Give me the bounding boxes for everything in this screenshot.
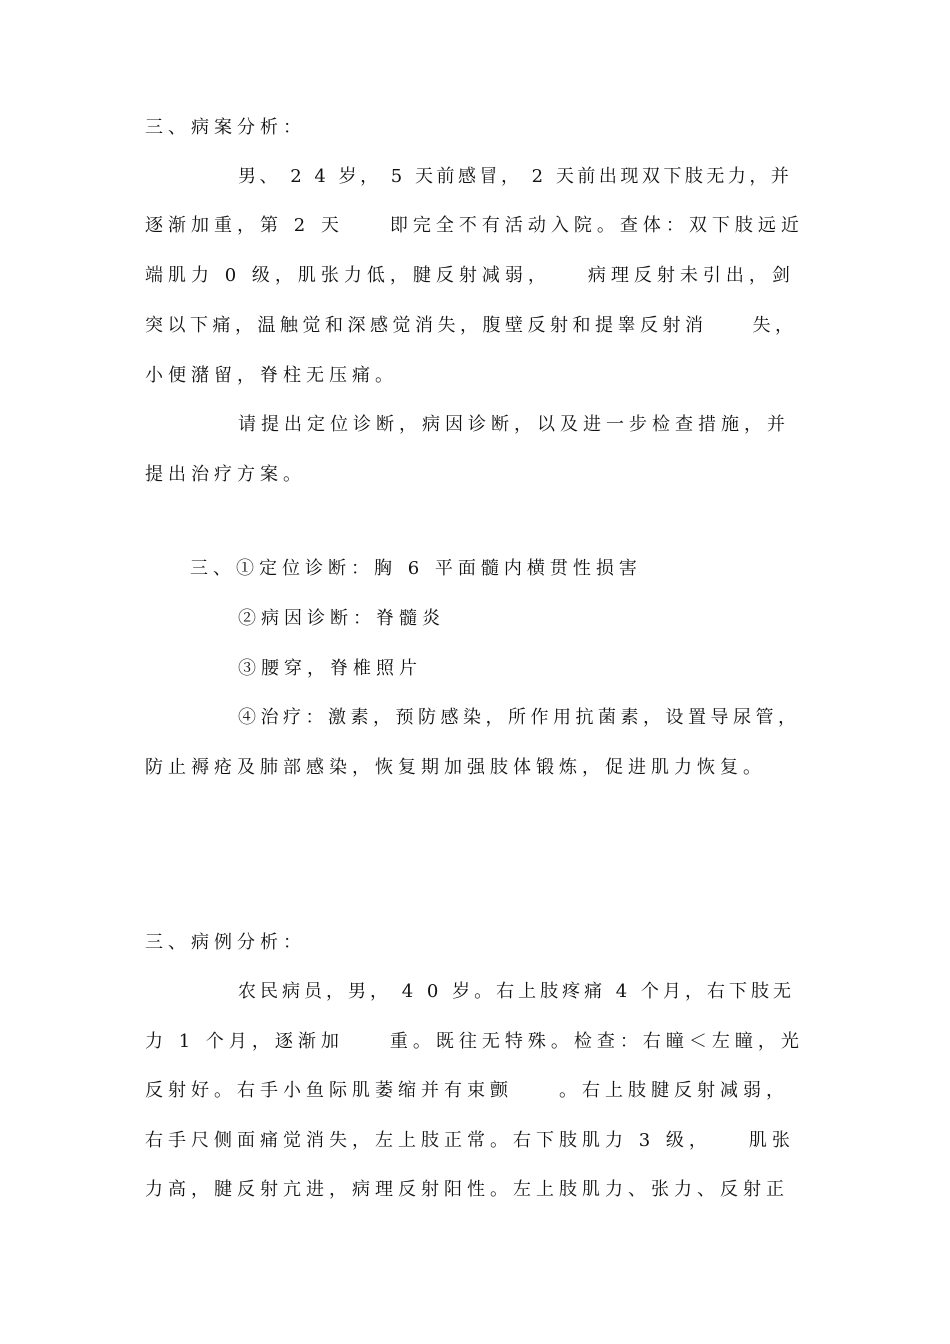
section1-heading: 三、病案分析： — [145, 117, 306, 138]
section1-case-line-1: 男、 2 4 岁， 5 天前感冒， 2 天前出现双下肢无力，并 — [238, 166, 793, 187]
section2-case-line-2: 力 1 个月，逐渐加 重。既往无特殊。检查：右瞳＜左瞳，光 — [145, 1031, 804, 1052]
section2-case-line-4: 右手尺侧面痛觉消失，左上肢正常。右下肢肌力 3 级， 肌张 — [145, 1130, 795, 1151]
answer1-line-5: 防止褥疮及肺部感染，恢复期加强肢体锻炼，促进肌力恢复。 — [145, 757, 766, 778]
section1-question-line-2: 提出治疗方案。 — [145, 464, 306, 485]
section1-case-line-3: 端肌力 0 级，肌张力低，腱反射减弱， 病理反射未引出，剑 — [145, 265, 795, 286]
answer1-line-2: ②病因诊断：脊髓炎 — [238, 608, 445, 629]
section2-case-line-1: 农民病员，男， 4 0 岁。右上肢疼痛 4 个月，右下肢无 — [238, 981, 795, 1002]
section2-heading: 三、病例分析： — [145, 932, 306, 953]
section1-case-line-5: 小便潴留，脊柱无压痛。 — [145, 365, 398, 386]
answer1-line-1: 三、①定位诊断：胸 6 平面髓内横贯性损害 — [190, 558, 642, 579]
answer1-line-3: ③腰穿，脊椎照片 — [238, 658, 422, 679]
section2-case-line-5: 力高，腱反射亢进，病理反射阳性。左上肢肌力、张力、反射正 — [145, 1179, 789, 1200]
section1-case-line-4: 突以下痛，温触觉和深感觉消失，腹壁反射和提睾反射消 失， — [145, 315, 798, 336]
section1-question-line-1: 请提出定位诊断，病因诊断，以及进一步检查措施，并 — [238, 414, 790, 435]
answer1-line-4: ④治疗：激素，预防感染，所作用抗菌素，设置导尿管， — [238, 707, 801, 728]
section1-case-line-2: 逐渐加重，第 2 天 即完全不有活动入院。查体：双下肢远近 — [145, 215, 804, 236]
section2-case-line-3: 反射好。右手小鱼际肌萎缩并有束颤 。右上肢腱反射减弱， — [145, 1080, 789, 1101]
